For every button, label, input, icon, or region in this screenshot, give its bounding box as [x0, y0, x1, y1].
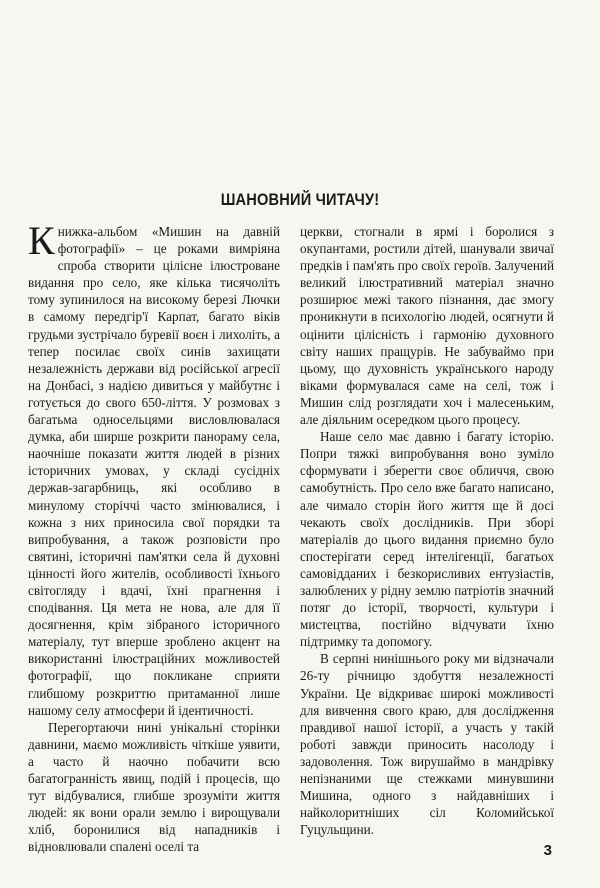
paragraph-2: Перегортаючи нині унікальні сторінки давнини, маємо можливість чіткіше уявити, а часто й наочно побачити всю багатогранність явищ, подій і процесів, що тут відбувалися, глибше зрозуміти життя людей: як вони орали землю і вирощували хліб, боронилися від нападників і відновлювали спалені оселі та [28, 719, 280, 855]
page-number: 3 [543, 842, 552, 859]
drop-cap: К [28, 218, 55, 263]
paragraph-4: Наше село має давню і багату історію. Попри тяжкі випробування воно зуміло сформувати і зберегти своє обличчя, свою самобутність. Про село вже багато написано, але чимало сторін його життя ще й досі чекають своїх дослідників. При зборі матеріалів до цього видання приємно було спостерігати серед інтелігенції, багатьох самовідданих і безкорисливих ентузіастів, залюблених у рідну землю патріотів значний потяг до історії, творчості, культури і мистецтва, постійно відчувати їхню підтримку та допомогу. [300, 429, 554, 650]
paragraph-1 [28, 218, 280, 719]
left-column [28, 218, 280, 855]
right-column [300, 223, 554, 838]
paragraph-1-text: нижка-альбом «Мишин на давній фотографії» – це роками вимріяна спроба створити цілісне ілюстроване видання про село, яке кілька тисячоліть тому зупинилося на високому березі Лючки в самому передгір'ї Карпат, багато віків грудьми зустрічало буревії воєн і лихоліть, а тепер посилає своїх синів захищати незалежність держави від російської агресії на Донбасі, з надією дивиться у майбутнє і готується до свого 650-ліття. У розмовах з багатьма односельцями висловлювалася думка, аби ширше розкрити панораму села, наочніше показати життя людей в різних історичних умовах, у складі сусідніх держав-загарбниць, які особливо в минулому сторіччі часто змінювалися, і кожна з них приносила свої порядки та випробування, а також розповісти про святині, історичні пам'ятки села й духовні цінності його жителів, особливості їхнього світогляду і вдачі, їхні прагнення і сподівання. Ця мета не нова, але для її досягнення, крім зібраного історичного матеріалу, тут вперше зроблено акцент на використанні ілюстраційних можливостей фотографії, що покликане сприяти глибшому розкриттю притаманної лише нашому селу атмосфери й ідентичності. [28, 224, 280, 718]
paragraph-5: В серпні нинішнього року ми відзначали 26-ту річницю здобуття незалежності України. Це відкриває широкі можливості для вивчення свого краю, для дослідження правдивої нашої історії, а участь у такій роботі завжди приносить насолоду і задоволення. Тож вирушаймо в мандрівку непізнаними ще стежками минувшини Мишина, одного з найдавніших і найколоритніших сіл Коломийської Гуцульщини. [300, 651, 554, 838]
page-title: ШАНОВНИЙ ЧИТАЧУ! [220, 190, 380, 209]
paragraph-3: церкви, стогнали в ярмі і боролися з окупантами, ростили дітей, шанували звичаї предків і пам'ять про своїх героїв. Залучений великий ілюстративний матеріал значно розширює межі такого пізнання, дає змогу проникнути в психологію людей, осягнути й оцінити цілісність і гармонію духовного світу наших пращурів. Не забуваймо при цьому, що духовність українського народу віками формувалася саме на селі, тож і Мишин слід розглядати хоч і малесеньким, але діяльним осередком цього процесу. [300, 224, 554, 428]
